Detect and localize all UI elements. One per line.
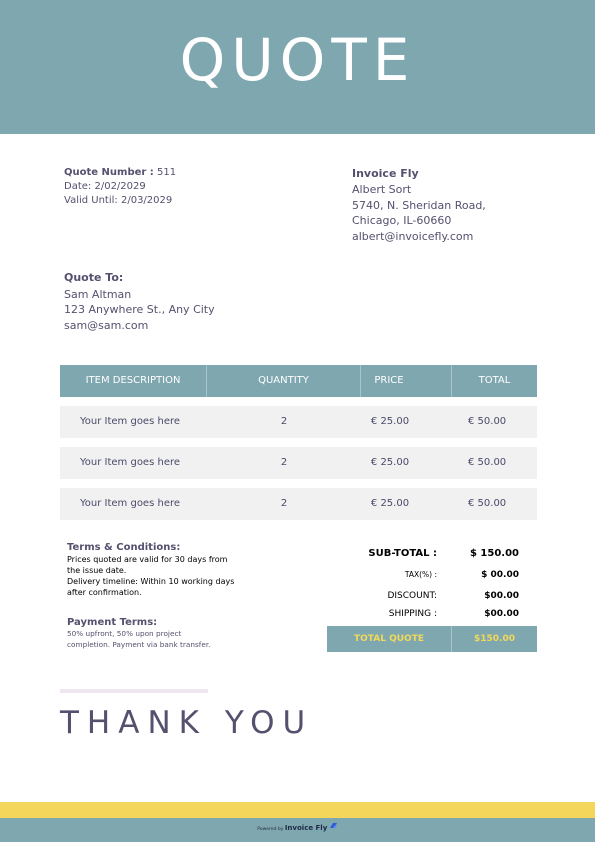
recipient-email: sam@sam.com: [64, 318, 149, 332]
terms-heading: Terms & Conditions:: [67, 542, 181, 553]
subtotal-label: SUB-TOTAL :: [368, 548, 437, 559]
item-description: Your Item goes here: [80, 457, 181, 468]
discount-label: DISCOUNT:: [387, 591, 437, 601]
item-quantity: 2: [280, 457, 288, 468]
table-row: [60, 406, 537, 438]
table-row: [60, 488, 537, 520]
terms-section: [67, 541, 237, 598]
item-total: € 50.00: [468, 416, 507, 427]
shipping-label: SHIPPING :: [388, 609, 437, 619]
tax-label: TAX(%) :: [404, 570, 437, 579]
powered-by-label: Powered by: [257, 827, 284, 832]
item-price: € 25.00: [370, 457, 410, 468]
date-label: Date:: [64, 181, 92, 192]
subtotal-value: $ 150.00: [469, 548, 519, 559]
quote-number: 511: [156, 167, 177, 178]
date-value: 2/02/2029: [94, 181, 146, 192]
shipping-value: $00.00: [484, 609, 519, 619]
footer-stripe-yellow: [0, 802, 595, 818]
item-description: Your Item goes here: [80, 416, 181, 427]
recipient-address: 123 Anywhere St., Any City: [64, 303, 215, 316]
table-row: [60, 447, 537, 479]
recipient-heading: Quote To:: [64, 271, 124, 284]
sender-name: Albert Sort: [352, 182, 412, 196]
item-description: Your Item goes here: [80, 498, 181, 509]
sender-block: [352, 166, 486, 245]
thank-you-text: THANK YOU: [60, 705, 314, 741]
recipient-name: Sam Altman: [64, 287, 132, 301]
grand-total-value: $150.00: [474, 634, 515, 644]
item-total: € 50.00: [468, 498, 507, 509]
sender-company: Invoice Fly: [352, 167, 419, 180]
item-quantity: 2: [280, 416, 288, 427]
items-table-header: [60, 365, 537, 397]
column-header-price: PRICE: [374, 375, 404, 386]
item-price: € 25.00: [370, 416, 410, 427]
column-header-description: ITEM DESCRIPTION: [60, 365, 207, 397]
valid-until-label: Valid Until:: [64, 195, 118, 206]
quote-number-label: Quote Number :: [64, 167, 154, 178]
grand-total-row: [327, 626, 537, 652]
terms-line1: Prices quoted are valid for 30 days from the issue date.: [67, 555, 228, 575]
invoice-fly-logo-icon: [329, 822, 338, 835]
recipient-block: [64, 270, 215, 333]
discount-value: $00.00: [484, 591, 519, 601]
page-title: QUOTE: [179, 26, 416, 94]
sender-email: albert@invoicefly.com: [352, 230, 474, 244]
tax-value: $ 00.00: [481, 570, 519, 580]
item-price: € 25.00: [370, 498, 410, 509]
sender-address-line1: 5740, N. Sheridan Road,: [352, 198, 486, 212]
quote-number-line: [64, 166, 176, 180]
grand-total-label: TOTAL QUOTE: [327, 626, 452, 652]
item-total: € 50.00: [468, 457, 507, 468]
column-header-quantity: QUANTITY: [207, 365, 361, 397]
valid-until-value: 2/03/2029: [120, 195, 173, 206]
quote-meta: [64, 166, 176, 208]
powered-by: [0, 822, 595, 836]
sender-address-line2: Chicago, IL-60660: [352, 214, 452, 228]
valid-until-line: [64, 194, 176, 208]
date-line: [64, 180, 176, 194]
terms-line2: Delivery timeline: Within 10 working days after confirmation.: [67, 577, 235, 597]
payment-body: 50% upfront, 50% upon project completion. Payment via bank transfer.: [67, 629, 211, 649]
column-header-total: TOTAL: [451, 365, 537, 397]
brand-name: Invoice Fly: [284, 824, 328, 832]
payment-section: [67, 616, 217, 650]
divider: [60, 689, 208, 693]
item-quantity: 2: [280, 498, 288, 509]
payment-heading: Payment Terms:: [67, 617, 158, 628]
